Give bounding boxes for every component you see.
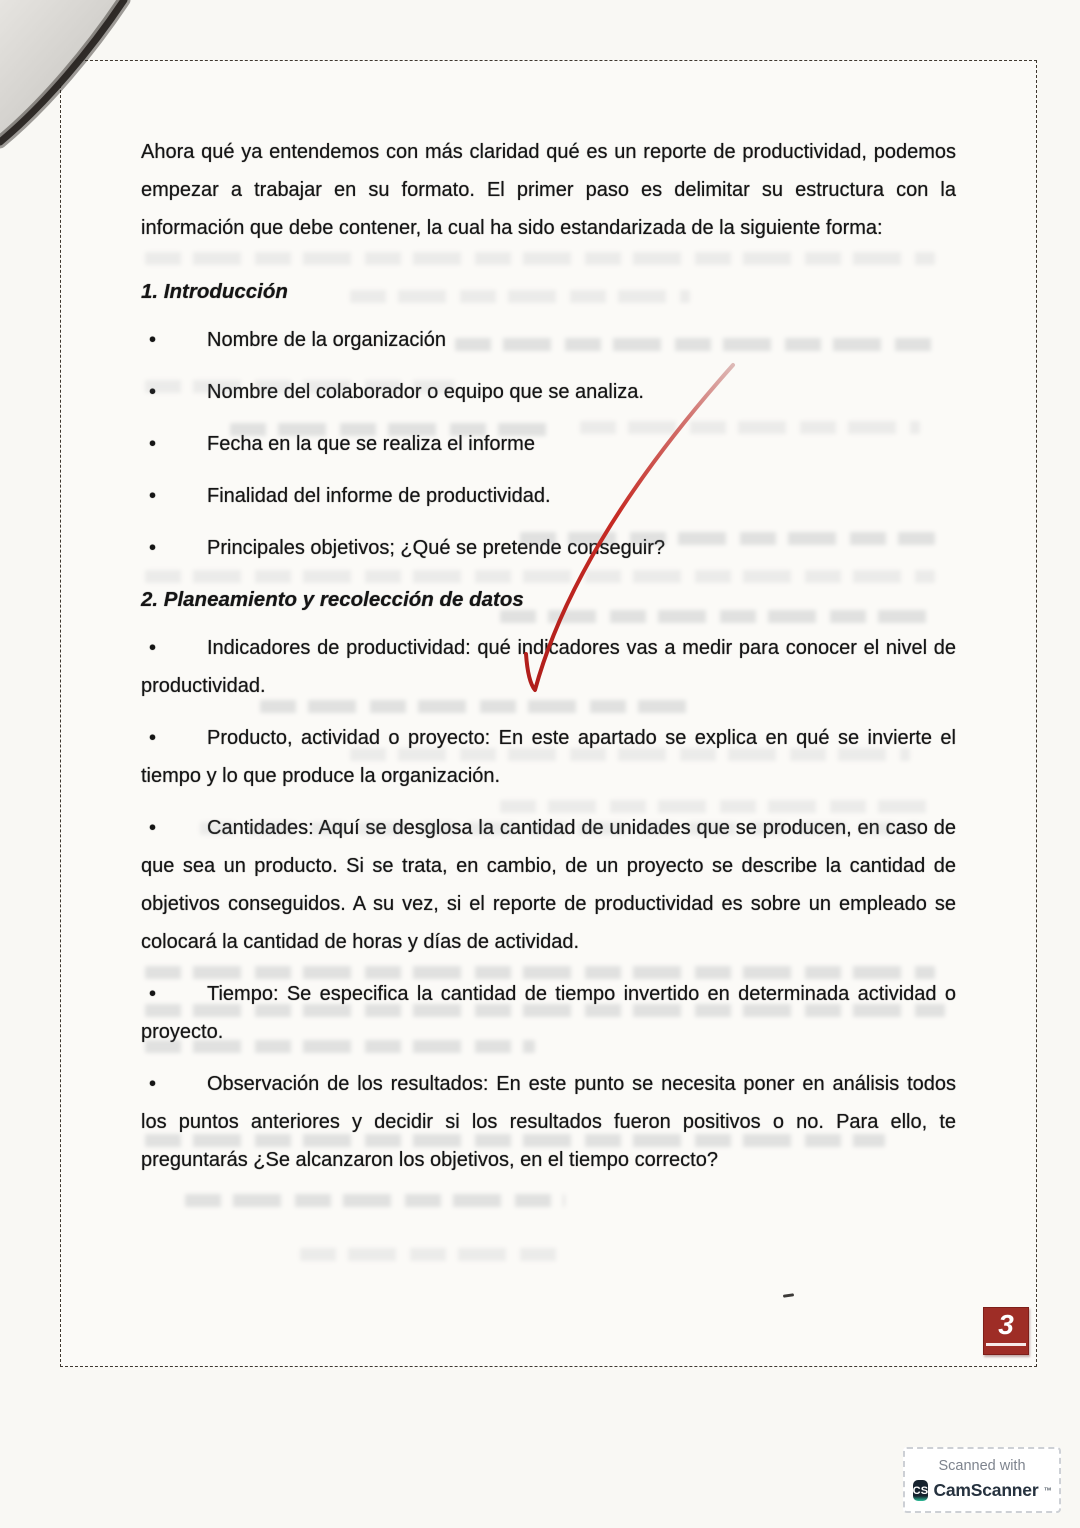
- list-item-text: Producto, actividad o proyecto: En este apartado se explica en qué se invierte el tiempo y lo que produce la organización.: [141, 727, 956, 787]
- bullet-icon: •: [149, 381, 157, 403]
- camscanner-name: CamScanner: [933, 1480, 1039, 1500]
- list-item: [141, 477, 956, 515]
- list-item-text: Indicadores de productividad: qué indicadores vas a medir para conocer el nivel de productividad.: [141, 637, 956, 697]
- bullet-icon: •: [149, 637, 157, 659]
- list-item: [141, 529, 956, 567]
- list-item: [141, 321, 956, 359]
- list-item-text: Cantidades: Aquí se desglosa la cantidad de unidades que se producen, en caso de que sea un producto. Si se trata, en cambio, de un proyecto se describe la cantidad de objetivos conseguidos. A su vez, si el reporte de productividad es sobre un empleado se colocará la cantidad de horas y días de actividad.: [141, 817, 956, 953]
- camscanner-badge: [903, 1447, 1061, 1513]
- bullet-icon: •: [149, 727, 157, 749]
- list-item: [141, 373, 956, 411]
- scanned-with-label: Scanned with: [938, 1458, 1026, 1474]
- list-item: [141, 1065, 956, 1179]
- list-item: [141, 809, 956, 961]
- trademark-symbol: ™: [1043, 1485, 1052, 1495]
- bullet-icon: •: [149, 537, 157, 559]
- list-item: [141, 719, 956, 795]
- list-item: [141, 629, 956, 705]
- bullet-icon: •: [149, 329, 157, 351]
- intro-paragraph: Ahora qué ya entendemos con más claridad qué es un reporte de productividad, podemos empezar a trabajar en su formato. El primer paso es delimitar su estructura con la información que debe contener, la cual ha sido estandarizada de la siguiente forma:: [141, 141, 956, 239]
- list-item: [141, 425, 956, 463]
- list-item-text: Finalidad del informe de productividad.: [207, 485, 551, 507]
- bullet-icon: •: [149, 433, 157, 455]
- page-number-badge: [983, 1307, 1029, 1355]
- bullet-icon: •: [149, 485, 157, 507]
- list-item-text: Nombre de la organización: [207, 329, 447, 351]
- section-heading-planeamiento: 2. Planeamiento y recolección de datos: [141, 588, 524, 611]
- list-item-text: Fecha en la que se realiza el informe: [207, 433, 535, 455]
- bullet-icon: •: [149, 983, 157, 1005]
- bullet-icon: •: [149, 817, 157, 839]
- section-heading-introduccion: 1. Introducción: [141, 280, 288, 303]
- list-item-text: Nombre del colaborador o equipo que se analiza.: [207, 381, 644, 403]
- page-border: [60, 60, 1037, 1367]
- list-item-text: Observación de los resultados: En este punto se necesita poner en análisis todos los puntos anteriores y decidir si los resultados fueron positivos o no. Para ello, te preguntarás ¿Se alcanzaron los objetivos, en el tiempo correcto?: [141, 1073, 956, 1171]
- camscanner-wordmark: [912, 1480, 1052, 1501]
- bullet-icon: •: [149, 1073, 157, 1095]
- page-number: 3: [998, 1309, 1014, 1340]
- list-item-text: Principales objetivos; ¿Qué se pretende conseguir?: [207, 537, 666, 559]
- document-content: [141, 133, 956, 1193]
- list-item-text: Tiempo: Se especifica la cantidad de tiempo invertido en determinada actividad o proyecto.: [141, 983, 956, 1043]
- camscanner-logo-icon: CS: [913, 1480, 929, 1501]
- list-item: [141, 975, 956, 1051]
